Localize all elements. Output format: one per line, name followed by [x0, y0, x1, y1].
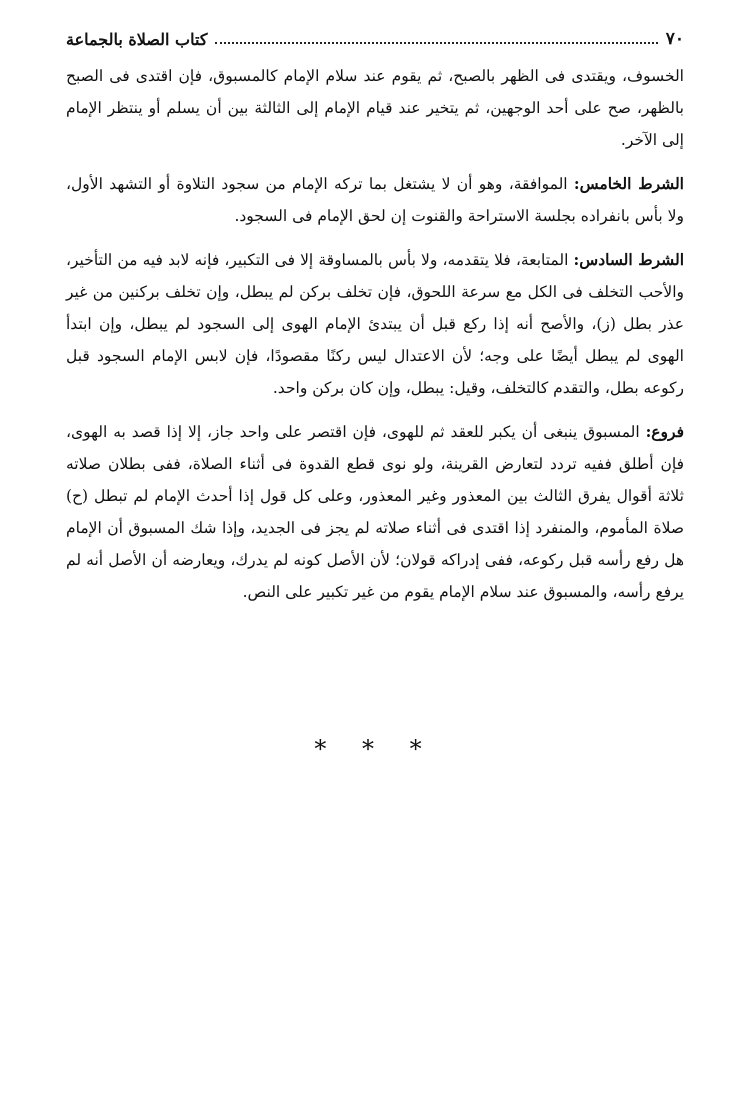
page-body [66, 60, 684, 620]
paragraph-text: الموافقة، وهو أن لا يشتغل بما تركه الإمام من سجود التلاوة أو التشهد الأول، ولا بأس بانفراده بجلسة الاستراحة والقنوت إن لحق الإمام فى السجود. [66, 175, 684, 225]
paragraph-branches [66, 416, 684, 608]
section-separator-stars: * * * [314, 735, 436, 763]
book-title: كتاب الصلاة بالجماعة [66, 29, 208, 49]
paragraph-text: الخسوف، ويقتدى فى الظهر بالصبح، ثم يقوم عند سلام الإمام كالمسبوق، فإن اقتدى فى الصبح بالظهر، صح على أحد الوجهين، ثم يتخير عند قيام الإمام إلى الثالثة بين أن يسلم أو ينتظر الإمام إلى الآخر. [66, 67, 684, 149]
page-number: ٧٠ [665, 29, 684, 49]
paragraph-heading: الشرط السادس: [573, 250, 684, 269]
paragraph-heading: الشرط الخامس: [573, 174, 684, 193]
paragraph-text: المتابعة، فلا يتقدمه، ولا بأس بالمساوقة إلا فى التكبير، فإنه لابد فيه من التأخير، والأحب التخلف فى الكل مع سرعة اللحوق، فإن تخلف بركن لم يبطل، وإن تخلف بركنين من غير عذر بطل (ز)، والأصح أنه إذا ركع قبل أن يبتدئ الإمام الهوى إلى السجود لم يبطل، وإن ابتدأ الهوى لم يبطل أيضًا على وجه؛ لأن الاعتدال ليس ركنًا مقصودًا، فإن لابس الإمام السجود قبل ركوعه بطل، والتقدم كالتخلف، وقيل: يبطل، وإن كان بركن واحد. [66, 251, 684, 397]
header-leader-dots [215, 42, 657, 44]
paragraph-heading: فروع: [645, 422, 684, 441]
page-header [66, 24, 684, 54]
paragraph-text: المسبوق ينبغى أن يكبر للعقد ثم للهوى، فإن اقتصر على واحد جاز، إلا إذا قصد به الهوى، فإن أطلق ففيه تردد لتعارض القرينة، ولو نوى قطع القدوة فى أثناء الصلاة، ففى بطلان صلاته ثلاثة أقوال يفرق الثالث بين المعذور وغير المعذور، وعلى كل قول إذا أحدث الإمام لم تبطل (ح) صلاة المأموم، والمنفرد إذا اقتدى فى أثناء صلاته لم يجز فى الجديد، وإذا شك المسبوق أن الإمام هل رفع رأسه قبل ركوعه، ففى إدراكه قولان؛ لأن الأصل كونه لم يدرك، ويعارضه أن الأصل أنه لم يرفع رأسه، والمسبوق عند سلام الإمام يقوم من غير تكبير على النص. [66, 423, 684, 601]
paragraph-fifth-condition [66, 168, 684, 232]
paragraph-continuation [66, 60, 684, 156]
paragraph-sixth-condition [66, 244, 684, 404]
